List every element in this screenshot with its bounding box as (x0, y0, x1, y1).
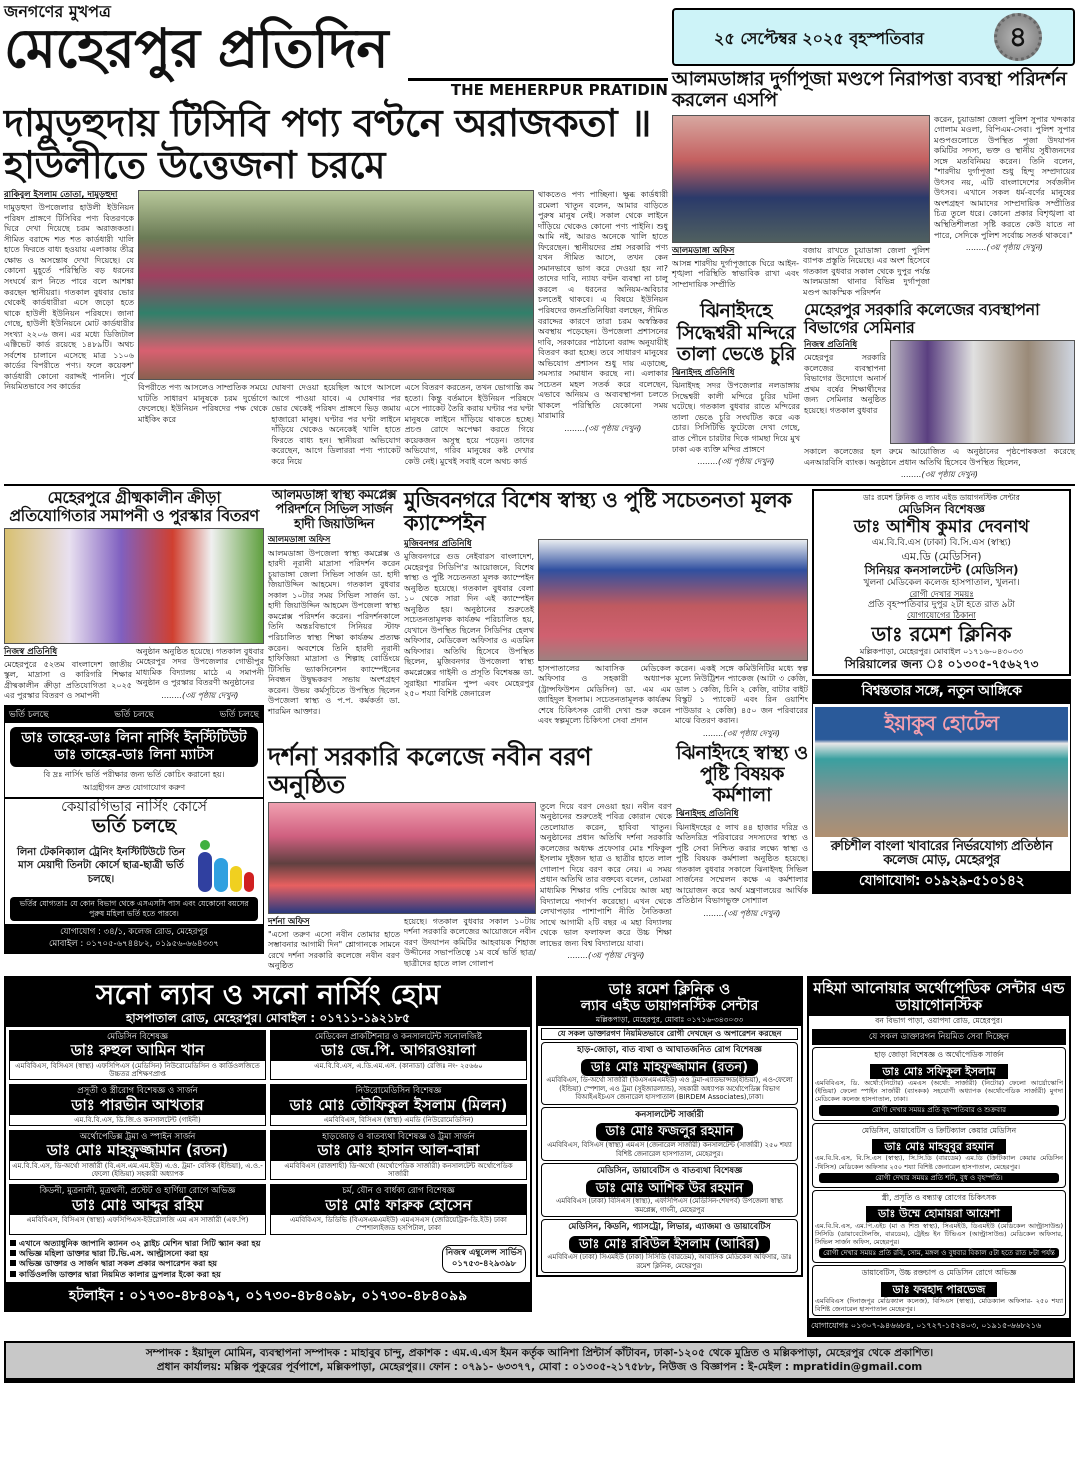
doctor-degrees: এমবিবিএস, বিসিএস (স্বাস্থ্য) এমএস (জেনারেল সার্জারী) কনসালটেন্ট (সার্জারী) ২৫০ শয্যা বিশিষ্ট জেনারেল হাসপাতাল, মেহেরপুর। (547, 1141, 792, 1158)
lead-col3: ঘোষণা দেওয়া হয়েছিল আগে আসলে আগে পাওয়া যাবে। এ ঘোষণার পর ভোর থেকেই পরিষদ প্রাঙ্গণে ভিড় জমায় হাজারো মানুষ। ঘণ্টার পর ঘণ্টা লাইনে দাঁড়িয়ে থেকেও অনেকেই খালি হাতে ফিরতে বাধ্য হন। স্থানীয়রা অভিযোগ করেছেন, আগে ডিলাররা পণ্য প্যাকেট করে নিয়ে (271, 382, 401, 466)
course-description: লিনা টেকনিক্যাল ট্রেনিং ইনস্টিটিউটে তিন মাস মেয়াদী তিনটা কোর্সে ছাত্র-ছাত্রী ভর্তি চলছে। (17, 846, 185, 885)
lead-col1-text: দামুড়হুদা উপজেলার হাউলী ইউনিয়ন পরিষদ প্রাঙ্গণে টিসিবির পণ্য বিতরণকে ঘিরে দেখা দিয়েছে চরম অরাজকতা। সীমিত বরাদ্দে শত শত কার্ডধারী খালি হাতে ফিরতে বাধ্য হওয়ায় এলাকায় তীব্র ক্ষোভ ও অসন্তোষ দেখা দিয়েছে। যে কোনো মুহূর্তে পরিস্থিতি বড় ধরনের সংঘর্ষে রূপ নিতে পারে বলে আশঙ্কা করছেন স্থানীয়রা। গতকাল বুধবার ভোর থেকেই কার্ডধারীরা এসে জড়ো হতে থাকে হাউলী ইউনিয়ন পরিষদে। জানা গেছে, হাউলী ইউনিয়নে মোট কার্ডধারীর সংখ্যা ২২০৬ জন। এর মধ্যে ডিজিটাল এক্টিভেট কার্ড রয়েছে ১৪৮৯টি। অথচ সর্বশেষ চালানে এসেছে মাত্র ১১০৬ কার্ডের বিপরীতে পণ্য। ফলে কয়েকশ' কার্ডধারী কোনো বরাদ্দই পাননি। পূর্বে নিয়মিতভাবে সব কার্ডের (4, 203, 134, 392)
time-label: রোগী দেখার সময়ঃ (909, 589, 974, 600)
doctor-degrees: এমবিবিএস (ঢাকা) সিএমইউ (ঢাকা) সিসিডি (বারডেম), আবাসিক মেডিকেল অফিসার, ডাঃ রমেশ ক্লিনিক, মেহেরপুর। (547, 1253, 792, 1270)
doctor-degrees: এমবিবিএস (ঢাকা) বিসিএস (স্বাস্থ্য), এফসিপিএস (মেডিসিন-শেষপর্ব) উপজেলা স্বাস্থ্য কমপ্লেক্স, গাংনী, মেহেরপুর (556, 1197, 783, 1214)
doctor-card (541, 1042, 798, 1105)
address-label: যোগাযোগের ঠিকানা (907, 611, 976, 622)
seminar-photo (890, 340, 1075, 444)
doctor-specialty: নিউরোমেডিসিন বিশেষজ্ঞ (355, 1086, 442, 1097)
darshana-col2: হয়েছে। গতকাল বুধবার সকাল ১০টায় দর্শনা সরকারি কলেজের আয়োজনে নবীন বরণ উদযাপন কমিটির আহবায়ক শিহাজ উদ্দীনের সভাপতিত্বে ১ম বর্ষে ভর্তি ছাত্র/ছাত্রীদের হাতে লাল গোলাপ (404, 916, 536, 968)
post: সিনিয়র কনসালটেন্ট (মেডিসিন) (864, 563, 1019, 578)
doctor-name: ডাঃ মোঃ সফিকুল ইসলাম (870, 1064, 1007, 1079)
ad-title: সনো ল্যাব ও সনো নার্সিং হোম (95, 977, 441, 1011)
doctor-header (10, 1085, 265, 1114)
ambulance-number: ০১৭৫৩-৪২৯৩৯৮ (451, 1259, 517, 1270)
ad-title: ডাঃ রমেশ ক্লিনিক ও (608, 979, 731, 998)
doctor-degrees: এম.বি.বি.এস, ডি-অর্থো সার্জারী (বি.এস.এম.এম.ইউ) এ.ও. ট্রমা- বেসিক (ইন্ডিয়া), এ.ও.- ফেলো (ইন্ডিয়া) সহকারী অধ্যাপক (12, 1161, 263, 1179)
lead-col2: বিপরীতে পণ্য আসলেও সাম্প্রতিক সময়ে ঘাটতি সাধারণ মানুষকে চরম দুর্ভোগে ফেলেছে। ইউনিয়ন পরিষদের পক্ষ থেকে মাইকিং করে (138, 382, 268, 424)
continued-note: ........(৩য় পৃষ্ঠায় দেখুন) (703, 729, 780, 739)
doctor-card (9, 1030, 266, 1080)
bullet-icon (10, 1240, 16, 1246)
civil-surgeon-story (268, 535, 400, 717)
mujibnagar-headline: মুজিবনগরে বিশেষ স্বাস্থ্য ও পুষ্টি সচেতনতা মূলক ক্যাম্পেইন (404, 487, 792, 536)
doctor-name: ডাঃ রুহুল আমিন খান (70, 1041, 205, 1060)
doctor-header (271, 1031, 526, 1060)
mujibnagar-col3 (675, 664, 808, 740)
darshana-col1-text: "এসো তরুণ এসো নবীন তোমার হাতে সম্ভাবনার আগামী দিন" শ্লোগানকে সামনে রেখে দর্শনা সরকারি কলেজে নবীন বরণ অনুষ্ঠিত (268, 929, 400, 971)
seminar-byline: নিজস্ব প্রতিনিধি (804, 340, 858, 351)
doctor-name: ডাঃ ফরহাদ পারভেজ (881, 1282, 998, 1297)
service-text: অভিজ্ঞ ডাক্তার ও সার্জন দ্বারা সকল প্রকার অপারেশন করা হয় (19, 1259, 217, 1269)
seminar-headline: মেহেরপুর সরকারি কলেজের ব্যবস্থাপনা বিভাগের সেমিনার (804, 300, 1040, 338)
continued-note: ........(৩য় পৃষ্ঠায় দেখুন) (161, 690, 239, 700)
doctor-card (541, 1163, 798, 1217)
english-title: THE MEHERPUR PRATIDIN (408, 78, 668, 99)
ad-address: হাসপাতাল রোড, মেহেরপুর। মোবাইল : ০১৭১১-১৯২১৮৫ (125, 1010, 411, 1025)
address: যোগাযোগ : ৩৪/১, কলেজ রোড, মেহেরপুর (60, 926, 208, 937)
lead-col5-text: থাকতেও পণ্য পাচ্ছিনা। ক্ষুব্ধ কার্ডধারী রমেলা খাতুন বলেন, আমার বাড়িতে পুরুষ মানুষ নেই। সকাল থেকে লাইনে দাঁড়িয়ে থেকেও কোনো পণ্য পাইনি। শুধু আমি নই, আরও অনেকে খালি হাতে ফিরেছেন। স্থানীয়দের প্রশ্ন সরকারি পণ্য যখন সীমিত আসে, তখন কেন সমানভাবে ভাগ করে দেওয়া হয় না? তাদের দাবি, ন্যায্য বণ্টন ব্যবস্থা না চালু করলে এ ধরনের অনিয়ম-অবিচার চলতেই থাকবে। এ বিষয়ে ইউনিয়ন পরিষদের জনপ্রতিনিধিরা বলছেন, সীমিত বরাদ্দের কারণে তারা চরম অস্বস্তিকর অবস্থায় পড়েছেন। উপজেলা প্রশাসনের দাবি, সরকারের পাঠানো বরাদ্দ অনুযায়ীই বিতরণ করা হচ্ছে। তবে সাধারণ মানুষের অভিযোগ প্রশাসন শুধু দায় এড়াচ্ছে, সমস্যার সমাধান করছে না। এলাকার সচেতন মহল সতর্ক করে বলেছেন, এভাবে অনিয়ম ও অব্যবস্থাপনা চলতে থাকলে পরিস্থিতি যেকোনো সময় মারামারি (538, 189, 668, 421)
civil-surgeon-headline: আলমডাঙ্গা স্বাস্থ্য কমপ্লেক্স পরিদর্শনে সিভিল সার্জন হাদী জিয়াউদ্দিন (271, 487, 397, 532)
ad-subtitle: যে সকল ডাক্তারগণ নিয়মিতভাবে রোগী দেখছেন ও অপারেশন করছেন (541, 1028, 798, 1040)
doctor-degrees: এমবিবিএস, বিসিএস (স্বাস্থ্য) এমডি (নিউরোমেডিসিন) (323, 1115, 474, 1124)
puja-headline: আলমডাঙ্গার দুর্গাপূজা মণ্ডপে নিরাপত্তা ব্যবস্থা পরিদর্শন করলেন এসপি (672, 68, 1067, 112)
degree: এম.বি.বি.এস (ঢাকা) বি.সি.এস (স্বাস্থ্য) (872, 538, 1011, 549)
doctor-header (271, 1085, 526, 1114)
service-item (10, 1270, 438, 1280)
doctor-card (812, 1190, 1066, 1263)
puja-col3-text: করেন, চুয়াডাঙ্গা জেলা পুলিশ সুপার খন্দকার গোলাম মওলা, বিপিএম-সেবা। পুলিশ সুপার মণ্ডপগুলোতে উপস্থিত পূজা উদযাপন কমিটির সদস্য, ভক্ত ও স্থানীয় সুধীজনদের সঙ্গে মতবিনিময় করেন। তিনি বলেন, "শারদীয় দুর্গাপূজা শুধু হিন্দু সম্প্রদায়ের উৎসব নয়, এটি বাংলাদেশের সর্বজনীন উৎসব। এখানে সকল ধর্ম-বর্ণের মানুষের অংশগ্রহণ আমাদের সাম্প্রদায়িক সম্প্রীতির চিত্র তুলে ধরে। কোনো প্রকার বিশৃঙ্খলা বা অস্থিতিশীলতা সৃষ্টি করতে কেউ যাতে না পারে, সেদিকে পুলিশ সর্বোচ্চ সতর্ক থাকবে।" (934, 114, 1075, 240)
doctor-specialty: হাড়-জোড়া, বাত ব্যথা ও আঘাতজনিত রোগ বিশেষজ্ঞ (577, 1045, 762, 1056)
lead-col5 (538, 190, 668, 435)
doctor-degrees: এম.বি.বি.এস, ডি.জি.ও কনসালটেন্ট (গাইনী) (74, 1115, 201, 1124)
doctor-card (9, 1084, 266, 1126)
training-logo (192, 838, 258, 894)
ambulance-label: নিজস্ব এম্বুলেন্স সার্ভিস (445, 1248, 523, 1259)
continued-note: ........(৩য় পৃষ্ঠায় দেখুন) (703, 908, 781, 918)
hotel-photo (815, 707, 1068, 837)
seminar-col1 (804, 340, 886, 417)
ad-title: মহিমা আনোয়ার অর্থোপেডিক সেন্টার এন্ড ডায়াগোনস্টিক (813, 978, 1065, 1015)
doctor-list (809, 1047, 1069, 1316)
doctor-name: ডাঃ মোঃ ফারুক হোসেন (325, 1195, 472, 1214)
continued-note: ........(৩য় পৃষ্ঠায় দেখুন) (697, 457, 775, 467)
doctor-degrees: এমবিবিএস (দিনাজপুর মেডিক্যাল কলেজ), বিসিএস (স্বাস্থ্য), মেডিক্যাল অফিসার- ২৫০ শয্যা বিশিষ্ট জেনারেল হাসপাতাল মেহেরপুর। (815, 1296, 1063, 1314)
doctor-name: ডাঃ পারভীন আখতার (71, 1095, 204, 1114)
doctor-specialty: মেডিসিন বিশেষজ্ঞ (106, 1032, 169, 1043)
doctor-degrees: এমবিবিএস, ডিডিভি (বিএসএমএমইউ) এমএসএস (জেরিয়েট্রিক-ডি.ইউ) ঢাকা স্পেশালাইজড হসপিটাল, ঢাকা (290, 1215, 507, 1233)
continued-note: ........(৩য় পৃষ্ঠায় দেখুন) (564, 424, 642, 433)
service-text: কার্ডিওলজি ডাক্তার দ্বারা নিয়মিত কালার ড্রপলার ইকো করা হয় (19, 1269, 221, 1279)
slogan: বিশ্বস্ততার সঙ্গে, নতুন আঙ্গিকে (813, 680, 1070, 704)
doctor-card (812, 1265, 1066, 1316)
sports-col2 (136, 647, 264, 702)
mobile: মোবাইল : ০১৭০৫-৬৭৪৪৮২, ০১৯৫৬-৬৬৪৩৩৭ (49, 939, 219, 950)
tagline: জনগণের মুখপত্র (4, 2, 111, 21)
doctor-header (271, 1185, 526, 1214)
doctor-card (270, 1130, 527, 1180)
ad-title: ল্যাব এইড ডায়াগনস্টিক সেন্টার (580, 997, 759, 1014)
bullet-icon (10, 1250, 16, 1256)
masthead (4, 2, 668, 99)
dr-ashish-ad (812, 489, 1071, 676)
service-item (10, 1259, 438, 1269)
course-title: কেয়ারগিভার নার্সিং কোর্সে (61, 798, 207, 815)
doctor-card (270, 1084, 527, 1126)
lead-col4: এসে বিতরণ করতেন, তখন ভোগান্তি কম হতো। কিন্তু বর্তমানে ইউনিয়ন পরিষদে এসে প্যাকেট তৈরি করায় ঘণ্টার পর ঘণ্টা মানুষকে লাইনে দাঁড়িয়ে থাকতে হচ্ছে। প্রচণ্ড রোদে অপেক্ষা করতে গিয়ে কয়েকজন অসুস্থ হয়ে পড়েন। তাদের অভিযোগ, গরিব মানুষের কষ্ট দেখার কেউ নেই। মুখেই সবাই বলে অথচ কার্ড (404, 382, 534, 466)
sports-col1-text: মেহেরপুরে ৫২তম বাংলাদেশ জাতীয় স্কুল, মাদ্রাসা ও কারিগরি শিক্ষার গ্রীষ্মকালীন ক্রীড়া প্রতিযোগিতা ২০২৫ এর পুরস্কার বিতরণ ও সমাপনী (4, 659, 132, 701)
doctor-name: ডাঃ মোঃ তৌফিকুল ইসলাম (মিলন) (289, 1095, 508, 1114)
sports-photo (4, 528, 264, 644)
hotel-ad (812, 679, 1071, 893)
doctor-grid (6, 1027, 530, 1237)
hotel-contact: যোগাযোগ: ০১৯২৯-৫১০১৪২ (813, 871, 1070, 893)
hospital: খুলনা মেডিকেল কলেজ হাসপাতাল, খুলনা। (863, 578, 1020, 589)
eligibility: ভর্তির যোগ্যতাঃ যে কোন বিভাগ থেকে এসএসসি পাস এবং যেকোনো বয়সের পুরুষ মহিলা ভর্তি হতে পারবে। (10, 897, 258, 921)
temple-story (672, 368, 800, 468)
continued-note: ........(৩য় পৃষ্ঠায় দেখুন) (966, 243, 1043, 253)
doctor-header (271, 1131, 526, 1160)
workshop-byline: ঝিনাইদহ প্রতিনিধি (676, 809, 739, 820)
doctor-degrees: এমবিবিএস, ডি. অর্থো:(নিটোর) এমএস (অর্থো: সার্জারী) (নিটোর) ফেলো আর্থ্রোস্কোপি (ইন্ডিয়া) ফেলো স্পাইন সার্জারী (ব্যাংকক) সহযোগী অধ্যাপক (অর্থোপেডিক সার্জারী) মুগদা মেডিকেল কলেজ হাসপাতাল, ঢাকা। (815, 1079, 1063, 1104)
services-list (10, 1239, 438, 1281)
doctor-specialty: প্রসূতী ও স্ত্রীরোগ বিশেষজ্ঞ ও সার্জন (77, 1086, 198, 1097)
admission-strip: ভর্তি চলছে (219, 709, 259, 720)
doctor-name: ডাঃ মোঃ মাহফুজ্জামান (রতন) (581, 1059, 758, 1077)
doctor-name: ডাঃ মোঃ মাহফুজ্জামান (রতন) (46, 1141, 229, 1160)
admission-title: ভর্তি চলছে (91, 815, 177, 838)
seminar-rest (804, 447, 1075, 481)
doctor-specialty: মেডিসিন, ডায়াবেটিস ও বাতব্যথা বিশেষজ্ঞ (596, 1166, 743, 1177)
mujibnagar-col1-text: মুজিবনগরে গুড নেইবারস বাংলাদেশ, মেহেরপুর সিডিপি'র আয়োজনে, বিশেষ স্বাস্থ্য ও পুষ্টি সচেতনতা মূলক ক্যাম্পেইন অনুষ্ঠিত হয়েছে। গতকাল বুধবার বেলা ১০ থেকে সারা দিন এই ক্যাম্পেইন অনুষ্ঠিত হয়। অনুষ্ঠানের শুরুতেই সচেতনতামূলক কার্যক্রম পরিচালিত হয়, যেখানে উপস্থিত ছিলেন সিডিপির হেলথ অফিসার, মেডিকেল অফিসার ও এডমিন অফিসার। অতিথি হিসেবে উপস্থিত ছিলেন, মুজিবনগর উপজেলা স্বাস্থ্য কমপ্লেক্সের গাইনী ও প্রসূতি বিশেষজ্ঞ ডা. সুরাইয়া শারমিন পুষ্প এবং মেহেরপুর ২৫০ শয্যা বিশিষ্ট জেনারেল (404, 551, 534, 699)
doctor-name: ডাঃ জে.পি. আগরওয়ালা (321, 1041, 476, 1060)
civil-surgeon-text: আলমডাঙ্গা উপজেলা স্বাস্থ্য কমপ্লেক্স ও হারদী নূরানী মাদ্রাসা পরিদর্শন করেন চুয়াডাঙ্গা জেলা সিভিল সার্জন ডা. হাদী জিয়াউদ্দিন আহমেদ। গতকাল বুধবার সকাল ১০টার সময় সিভিল সার্জন ডা. হাদী জিয়াউদ্দিন আহমেদ উপজেলা স্বাস্থ্য কমপ্লেক্স পরিদর্শন করেন। পরিদর্শনকালে তিনি অন্তঃবিভাগে সিনিয়র স্টাফ পরিচালিত স্বাস্থ্য শিক্ষা কার্যক্রম প্রত্যক্ষ করেন। অবশেষে তিনি হারদী নূরানী হাফিজিয়া মাদ্রাসা ও শিল্পাহ বোর্ডিংয়ে টিসিভি ভ্যাকসিনেশন ক্যাম্পেইনের নিবন্ধন উদ্বুদ্ধকরণ সভায় অংশগ্রহণ করেন। উভয় কর্মসূচিতে উপস্থিত ছিলেন উপজেলা স্বাস্থ্য ও প.প. কর্মকর্তা ডা. শারমিন আক্তার। (268, 548, 400, 716)
lead-headline: দামুড়হুদায় টিসিবি পণ্য বণ্টনে অরাজকতা ॥ হাউলীতে উত্তেজনা চরমে (4, 100, 651, 188)
coaching-note: বি দ্রঃ নার্সিং ভর্তি পরীক্ষার জন্য ভর্তি কোচিং করানো হয়। (43, 769, 225, 779)
institute-name: ডাঃ তাহের-ডাঃ লিনা নার্সিং ইনস্টিটিউট (21, 729, 247, 746)
service-item (10, 1249, 438, 1259)
lead-photo (138, 190, 534, 380)
hotline: হটলাইন : ০১৭৩০-৪৮৪০৯৭, ০১৭৩০-৪৮৪০৯৮, ০১৭৩০-৪৮৪০৯৯ (6, 1282, 530, 1310)
contact-numbers: যোগাযোগঃ ০১৩০৭-৯৪৬৬৮৪, ০১৭২৭-১৫২৪০৩, ০১৯১৫-৬৬৮২১৬ (809, 1318, 1069, 1335)
darshana-byline: দর্শনা অফিস (268, 916, 310, 927)
doctor-name: ডাঃ মোঃ আশিক উর রহমান (586, 1180, 753, 1198)
service-text: এখানে অত্যাধুনিক জাপানি ক্যানন ৩২ স্লাইচ মেশিন দ্বারা সিটি স্ক্যান করা হয় (19, 1238, 261, 1248)
hotel-tagline: রুচিশীল বাংলা খাবারের নির্ভরযোগ্য প্রতিষ্ঠান (830, 838, 1053, 854)
doctor-specialty: চর্ম, যৌন ও বার্ধক্য রোগ বিশেষজ্ঞ (342, 1186, 455, 1197)
doctor-card (812, 1047, 1066, 1120)
mats-name: ডাঃ তাহের-ডাঃ লিনা ম্যাটস (54, 746, 214, 763)
lead-col1 (4, 190, 134, 393)
date-banner (672, 8, 1075, 66)
puja-col2: বজায় রাখতে চুয়াডাঙ্গা জেলা পুলিশ ব্যাপক প্রস্তুতি নিয়েছে। এর অংশ হিসেবে গতকাল বুধবার সকাল থেকে দুপুর পর্যন্ত আলমডাঙ্গা থানার বিভিন্ন দুর্গাপূজা মণ্ডপ আকস্মিক পরিদর্শন (803, 245, 931, 297)
visiting-time: রোগী দেখার সময়ঃ প্রতি বৃহস্পতিবার ও শুক্রবার (819, 1105, 1059, 1115)
doctor-name: ডাঃ মোঃ হাসান আল-বান্না (317, 1141, 480, 1160)
continued-note: ........(৩য় পৃষ্ঠায় দেখুন) (567, 951, 645, 961)
hotel-sign: ইয়াকুব হোটেল (884, 710, 999, 735)
mujibnagar-col1 (404, 539, 534, 700)
temple-headline: ঝিনাইদহে সিদ্ধেশ্বরী মন্দিরে তালা ভেঙে চুরি (676, 300, 796, 365)
doctor-name: ডাঃ মোঃ মাহবুবুর রহমান (872, 1139, 1005, 1154)
doctor-card (270, 1184, 527, 1234)
darshana-col3 (540, 802, 672, 962)
sports-byline: নিজস্ব প্রতিনিধি (4, 646, 58, 657)
doctor-degrees: এমবিবিএস (রাজশাহী) ডি-অর্থো (অর্থোপেডিক সার্জারী) কনসালটেন্ট অর্থোপেডিক সার্জারী (284, 1161, 513, 1179)
doctor-name: ডাঃ আশীষ কুমার দেবনাথ (853, 517, 1030, 538)
seminar-col1-text: মেহেরপুর সরকারি কলেজের ব্যবস্থাপনা বিভাগের উদ্যোগে অনার্স প্রথম বর্ষের শিক্ষার্থীদের জন্য সেমিনার অনুষ্ঠিত হয়েছে। গতকাল বুধবার (804, 353, 886, 416)
ad-subtitle: যে সকল ডাক্তারগন নিয়মিত সেবা দিচ্ছেন (812, 1029, 1066, 1045)
degree: এম.ডি (মেডিসিন) (901, 549, 982, 563)
ramesh-clinic-ad (536, 976, 803, 1277)
service-text: অভিজ্ঞ মহিলা ডাক্তার দ্বারা টি.ভি.এস. আল্ট্রাসনো করা হয় (19, 1249, 209, 1259)
address: মল্লিকপাড়া, মেহেরপুর। মোবাইল ০১৭১৬-০৪৩০৩৩ (859, 647, 1024, 657)
clinic-line: ডাঃ রমেশ ক্লিনিক ও ল্যাব এইড ডায়াগনস্টিক সেন্টার (863, 492, 1020, 502)
page-number: ৪ (994, 13, 1042, 61)
doctor-degrees: এমবিবিএস, বিসিএস (স্বাস্থ্য) এফসিপিএস-ইউরোলজি এম এস সার্জারী (এফ.পি) (26, 1215, 249, 1224)
ad-address: মল্লিকপাড়া, মেহেরপুর, মোবাঃ ০১৭১৬-৩৪৩০৩৩ (595, 1014, 744, 1024)
doctor-specialty: মেডিকেল প্রাকটিশনার ও কনসালটেন্ট সনোলজিষ্ট (315, 1032, 482, 1043)
visiting-time: প্রতি বৃহস্পতিবার দুপুর ২টা হতে রাত ৯টা (867, 600, 1016, 611)
mujibnagar-photo (538, 539, 808, 661)
darshana-headline: দর্শনা সরকারি কলেজে নবীন বরণ অনুষ্ঠিত (268, 741, 592, 799)
divider (4, 484, 1075, 486)
doctor-header (10, 1131, 265, 1160)
mujibnagar-col2: হাসপাতালের আবাসিক মেডিকেল অফিসার ও সহকারী অধ্যাপক (ট্রান্সফিউশন মেডিসিন) ডা. এম এম জাহিদুল ইসলাম। সচেতনতামূলক কার্যক্রম শেষে চিকিৎসক রোগী দেখা শুরু করেন এবং স্বল্পমূল্যে চিকিৎসা সেবা প্রদান (538, 663, 671, 726)
doctor-header (10, 1185, 265, 1214)
doctor-header (10, 1031, 265, 1060)
doctor-specialty: হাড়জোড় ও বাতব্যথা বিশেষজ্ঞ ও ট্রমা সার্জন (322, 1132, 475, 1143)
hotel-location: কলেজ মোড়, মেহেরপুর (883, 853, 1000, 869)
imprint-line: সম্পাদক : ইয়াদুল মোমিন, ব্যবস্থাপনা সম্পাদক : মাহাবুব চান্দু, প্রকাশক : এম.এ.এস ইমন কর্তৃক আনিশা প্রিন্টার্স কাঁটাবন, ঢাকা-১২০৫ থেকে মুদ্রিত ও মল্লিকপাড়া, মেহেরপুর থেকে প্রকাশিত। (145, 1347, 934, 1360)
darshana-col3-text: তুলে দিয়ে বরণ নেওয়া হয়। নবীন বরণ অনুষ্ঠানের শুরুতেই পবিত্র কোরান থেকে তেলোয়াত করেন, হাবিবা খাতুন। অনুষ্ঠানের প্রধান অতিথি দর্শনা সরকারি কলেজের অধ্যক্ষ প্রফেসার মোঃ শফিকুল ইসলাম দুইজন ছাত্র ও ছাত্রীর হাতে লাল গোলাপ দিয়ে বরণ করে নেয়। এ সময় প্রধান অতিথি তার বক্তব্যে বলেন, তোমরা মাধ্যমিক শিক্ষার গন্ডি পেরিয়ে আজ মহা বিদ্যালয়ে পদার্পণ করেছো। এখন থেকে লেখাপড়ার পাশাপাশি নীতি নৈতিকতা সাথে আগামী ২টি বছর এ মহা বিদ্যালয় থেকে ভাল ফলাফল করে উচ্চ শিক্ষা লাভের জন্য বিশ্ব বিদ্যালয়ে যাবা। (540, 801, 672, 948)
doctor-card (541, 1219, 798, 1273)
sono-lab-ad (4, 976, 532, 1312)
doctor-degrees: এমবিবিএস, বিসিএস (স্বাস্থ্য) এফসিপিএস (মেডিসিন) নিউরোমেডিসিন ও কার্ডিওলজিতে উচ্চতর প্রশিক্ষণপ্রাপ্ত (15, 1061, 260, 1078)
doctor-specialty: ডায়াবেটিস, উচ্চ রক্তচাপ ও মেডিসিন রোগে অভিজ্ঞ (861, 1268, 1017, 1278)
seminar-rest-text: সকালে কলেজের হল রুমে আয়োজিত এ অনুষ্ঠানের পৃষ্ঠপোষকতা করেছে এনআরবিসি ব্যাংক। অনুষ্ঠানে প্রধান অতিথি হিসেবে উপস্থিত ছিলেন, (804, 447, 1075, 467)
temple-byline: ঝিনাইদহ প্রতিনিধি (672, 368, 735, 379)
doctor-card (812, 1123, 1066, 1188)
doctor-specialty: কিডনী, মুত্রনালী, মুত্রথলী, প্রস্টেট ও হার্ণিয়া রোগে অভিজ্ঞ (39, 1186, 236, 1197)
doctor-card (541, 1107, 798, 1161)
imprint-footer (4, 1341, 1075, 1382)
serial-number: সিরিয়ালের জন্য ঃ ০১৩০৫-৭৫৬২৭৩ (844, 657, 1039, 672)
workshop-story (676, 809, 808, 919)
doctor-specialty: মেডিসিন, কিডনি, গ্যাসট্রো, লিভার, এ্যাজমা ও ডায়াবেটিস (568, 1222, 771, 1233)
doctor-specialty: অর্থোপেডিক্স ট্রমা ও স্পাইন সার্জন (79, 1132, 196, 1143)
doctor-name: ডাঃ মোঃ রবিউল ইসলাম (আবির) (569, 1236, 770, 1254)
doctor-name: ডাঃ উম্মে হোমায়রা আয়েশা (866, 1206, 1012, 1221)
puja-byline: আলমডাঙ্গা অফিস (672, 245, 735, 256)
darshana-photo (268, 802, 536, 914)
doctor-specialty: মেডিসিন, ডায়াবেটিস ও ক্রিটিক্যাল কেয়ার মেডিসিন (861, 1125, 1017, 1135)
puja-col1 (672, 246, 799, 291)
issue-date: ২৫ সেপ্টেম্বর ২০২৫ বৃহস্পতিবার (714, 29, 924, 48)
doctor-degrees: এমবিবিএস, ডি-অর্থো সার্জারী (বিএসএমএমইউ) এও ট্রমা-এ্যাডভান্সড(ইন্ডিয়া), এও-ফেলো (ইন্ডিয়া) স্পেশাল, এও ট্রমা (সুইজারল্যান্ড), সহকারী অধ্যাপক অর্থোপেডিক্স বিভাগ বিআইএইচএস জেনারেল হাসপাতাল (BIRDEM Associates),ঢাকা। (546, 1076, 793, 1102)
sports-col2-text: অনুষ্ঠান অনুষ্ঠিত হয়েছে। গতকাল বুধবার মেহেরপুর সদর উপজেলার গোভীপুর মাধ্যমিক বিদ্যালয় মাঠে এ সমাপনী অনুষ্ঠান ও পুরস্কার বিতরণী অনুষ্ঠানের (136, 646, 264, 688)
civil-surgeon-byline: আলমডাঙ্গা অফিস (268, 535, 331, 546)
sports-headline: মেহেরপুরে গ্রীষ্মকালীন ক্রীড়া প্রতিযোগিতার সমাপনী ও পুরস্কার বিতরণ (9, 487, 259, 525)
puja-col1-text: আসন্ন শারদীয় দুর্গাপূজাকে ঘিরে আইন-শৃঙ্খলা পরিস্থিতি স্বাভাবিক রাখা এবং সাম্প্রদায়িক সম্প্রীতি (672, 258, 799, 289)
doctor-card (9, 1130, 266, 1180)
clinic-name: ডাঃ রমেশ ক্লিনিক (871, 622, 1012, 647)
doctor-card (270, 1030, 527, 1080)
puja-photo (672, 115, 930, 243)
doctor-specialty: হাড় জোড়া বিশেষজ্ঞ ও অর্থোপেডিক সার্জন (874, 1050, 1004, 1060)
doctor-card (9, 1184, 266, 1234)
lead-byline: রাকিবুল ইসলাম তোতা, দামুড়হুদা (4, 189, 118, 200)
doctor-specialty: স্ত্রী, প্রসূতি ও বন্ধ্যাত্ব রোগের চিকিৎসক (881, 1193, 997, 1203)
service-item (10, 1239, 438, 1249)
workshop-headline: ঝিনাইদহে স্বাস্থ্য ও পুষ্টি বিষয়ক কর্মশালা (676, 741, 808, 807)
bullet-icon (10, 1271, 16, 1277)
admission-strip: ভর্তি চলছে (9, 709, 49, 720)
sports-col1 (4, 647, 132, 702)
doctor-degrees: এম.বি.বি.এস, এম.পি.এইচ (মা ও শিশু স্বাস্থ্য), সিএমইউ, ডিএমইউ (মেডিকেল আল্ট্রাসাউন্ড) সিসিডি (ডায়াবেটোলজি, বারডেম), ট্রেইন্ড ইন টিভিএস (আল্ট্রাসাউন্ড) মেডিকেল অফিসার, সিভিল সার্জন অফিস, মেহেরপুর। (815, 1221, 1063, 1246)
visiting-time: রোগী দেখার সময়ঃ প্রতি শনি, বুধ ও বৃহস্পতি। (819, 1173, 1059, 1183)
specialty: মেডিসিন বিশেষজ্ঞ (898, 502, 985, 517)
doctor-specialty: কনসালটেন্ট সার্জারী (635, 1109, 704, 1120)
ad-address: বন বিভাগ পাড়া, ওয়াপদা রোড, মেহেরপুর। (875, 1016, 1003, 1026)
continued-note: ........(৩য় পৃষ্ঠায় দেখুন) (901, 470, 978, 480)
doctor-list (538, 1042, 801, 1273)
workshop-text: ঝিনাইদহের ৫ লাখ ৪৪ হাজার দরিদ্র ও অতিদরিদ্র পরিবারের সদস্যদের স্বাস্থ্য ও পুষ্টি সেবা নিশ্চিত করার লক্ষ্যে স্বাস্থ্য ও পুষ্টি বিষয়ক কর্মশালা অনুষ্ঠিত হয়েছে। গতকাল বুধবার সকালে ঝিনাইদহ সিভিল সার্জনের সম্মেলন কক্ষে এ কর্মশালার আয়োজন করে অর্থ মন্ত্রণালয়ের আর্থিক প্রতিষ্ঠান বিভাগভুক্ত সোশ্যাল (676, 822, 808, 906)
mohima-anwar-ad (807, 976, 1071, 1337)
temple-text: ঝিনাইদহ সদর উপজেলার নলডাঙ্গায় সিদ্ধেশ্বরী কালী মন্দিরে চুরির ঘটনা ঘটেছে। গতকাল বুধবার রাতে মন্দিরের তালা ভেঙে চুরি সংঘটিত করে এক চোর। সিসিটিভি ফুটেজে দেখা গেছে, রাত পৌনে চারটার দিকে গামছা দিয়ে মুখ ঢাকা এক ব্যক্তি মন্দির প্রাঙ্গণে (672, 381, 800, 454)
doctor-name: ডাঃ মোঃ ফজলুর রহমান (596, 1123, 744, 1141)
puja-col3 (934, 115, 1075, 254)
office-contact-line: প্রধান কার্যালয়: মল্লিক পুকুরের পূর্বপাশে, মল্লিকপাড়া, মেহেরপুর।। ফোন : ০৭৯১- ৬৩৩৭৭, মোবা : ০১৩০৫-২১৭৫৮৮, নিউজ ও বিজ্ঞাপন : ই-মেইল : mpratidin@gmail.com (156, 1361, 923, 1374)
nursing-institute-ad (4, 705, 264, 954)
doctor-name: ডাঃ মোঃ আব্দুর রহিম (72, 1195, 203, 1214)
newspaper-title: মেহেরপুর প্রতিদিন (4, 17, 389, 81)
doctor-degrees: এম.বি.বি.এস, বি.সি.এস (স্বাস্থ্য), সি.সি.ডি (বারডেম) এম.ডি (ক্রিটিক্যাল কেয়ার মেডিসিন -থিসিস) মেডিকেল অফিসার ২৫০ শয্যা বিশিষ্ট জেনারেল হাসপাতাল, মেহেরপুর। (815, 1154, 1063, 1171)
contact-note: আগ্রহীগন দ্রুত যোগাযোগ করুণ (5, 782, 263, 799)
admission-strip: ভর্তি চলছে (114, 709, 154, 720)
bullet-icon (10, 1260, 16, 1266)
doctor-degrees: এম.বি.বি.এস, এ.ডি.এম.এস. (কানাডা) রেজিঃ নং- ২৫৬৬০ (314, 1061, 483, 1070)
darshana-col1 (268, 917, 400, 972)
visiting-time: রোগী দেখার সময়ঃ প্রতি রবি, সোম, মঙ্গল ও বুধবার বিকাল ৫টা হতে রাত ৮টা পর্যন্ত (819, 1248, 1059, 1258)
mujibnagar-byline: মুজিবনগর প্রতিনিধি (404, 538, 472, 549)
mujibnagar-col3-text: করেন। একই সঙ্গে কমিউনিটির মধ্যে স্বল্প মূল্যে নিউট্রিশন প্যাকেজ (আটা ৩ কেজি, ডাল ১ কেজি, চিনি ২ কেজি, বাটার বাইট বিস্কুট ১ প্যাকেট এবং রিন ওয়াশিং পাউডার ২ কেজি) ৪৫০ জন পরিবারের মাঝে বিতরণ করান। (675, 663, 808, 726)
